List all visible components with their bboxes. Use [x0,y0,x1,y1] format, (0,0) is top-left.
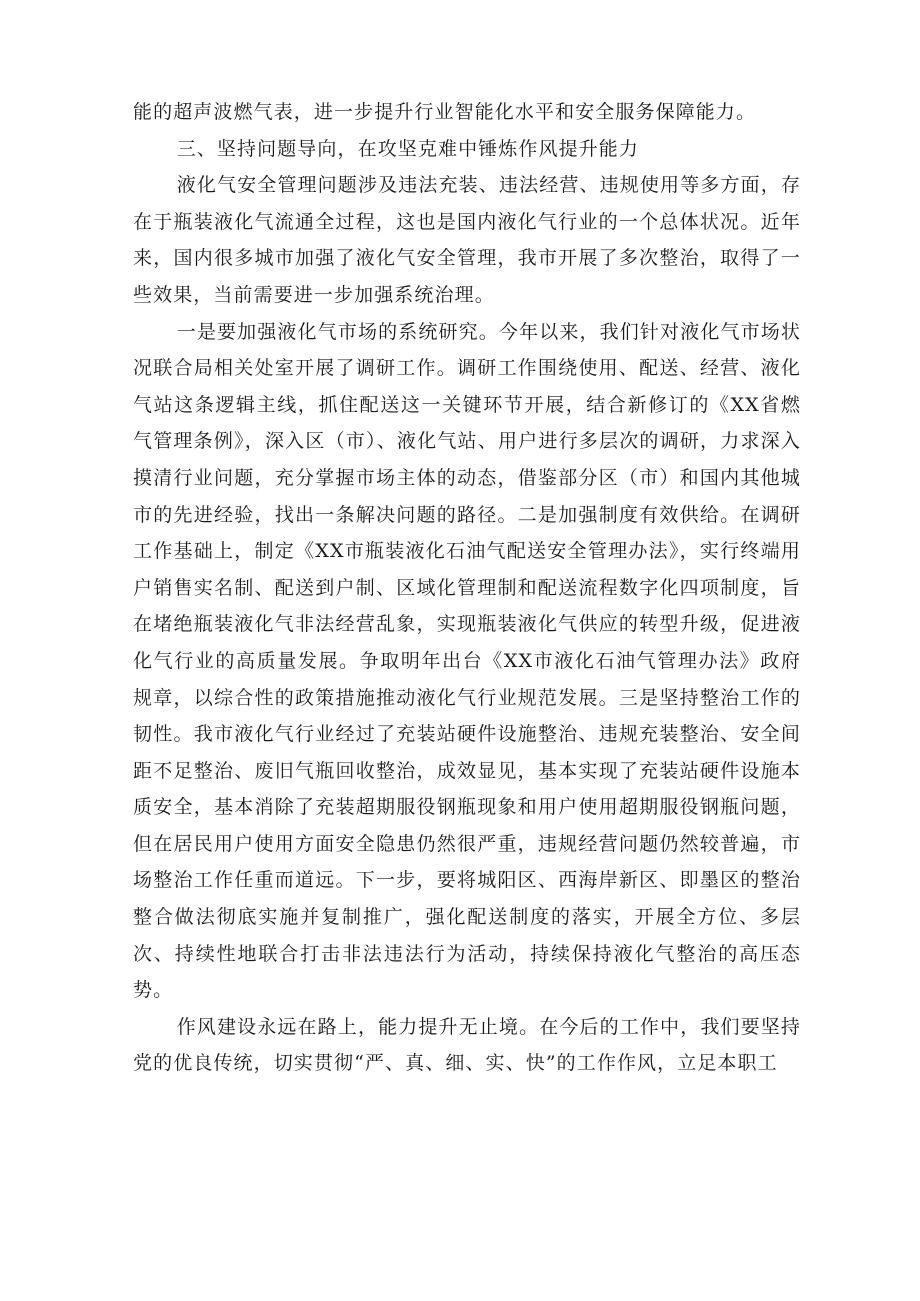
document-body [133,94,801,1082]
section-heading: 三、坚持问题导向，在攻坚克难中锤炼作风提升能力 [176,137,639,160]
paragraph-conclusion: 作风建设永远在路上，能力提升无止境。在今后的工作中，我们要坚持党的优良传统，切实贯彻“严、真、细、实、快”的工作作风，立足本职工 [133,1015,801,1075]
paragraph-measures: 一是要加强液化气市场的系统研究。今年以来，我们针对液化气市场状况联合局相关处室开展了调研工作。调研工作围绕使用、配送、经营、液化气站这条逻辑主线，抓住配送这一关键环节开展，结合新修订的《XX省燃气管理条例》，深入区（市）、液化气站、用户进行多层次的调研，力求深入摸清行业问题，充分掌握市场主体的动态，借鉴部分区（市）和国内其他城市的先进经验，找出一条解决问题的路径。二是加强制度有效供给。在调研工作基础上，制定《XX市瓶装液化石油气配送安全管理办法》，实行终端用户销售实名制、配送到户制、区域化管理制和配送流程数字化四项制度，旨在堵绝瓶装液化气非法经营乱象，实现瓶装液化气供应的转型升级，促进液化气行业的高质量发展。争取明年出台《XX市液化石油气管理办法》政府规章，以综合性的政策措施推动液化气行业规范发展。三是坚持整治工作的韧性。我市液化气行业经过了充装站硬件设施整治、违规充装整治、安全间距不足整治、废旧气瓶回收整治，成效显见，基本实现了充装站硬件设施本质安全，基本消除了充装超期服役钢瓶现象和用户使用超期服役钢瓶问题，但在居民用户使用方面安全隐患仍然很严重，违规经营问题仍然较普遍，市场整治工作任重而道远。下一步，要将城阳区、西海岸新区、即墨区的整治整合做法彻底实施并复制推广，强化配送制度的落实，开展全方位、多层次、持续性地联合打击非法违法行为活动，持续保持液化气整治的高压态势。 [133,320,801,1002]
paragraph-lpg-overview: 液化气安全管理问题涉及违法充装、违法经营、违规使用等多方面，存在于瓶装液化气流通全过程，这也是国内液化气行业的一个总体状况。近年来，国内很多城市加强了液化气安全管理，我市开展了多次整治，取得了一些效果，当前需要进一步加强系统治理。 [133,174,801,306]
paragraph-continuation: 能的超声波燃气表，进一步提升行业智能化水平和安全服务保障能力。 [133,101,757,123]
